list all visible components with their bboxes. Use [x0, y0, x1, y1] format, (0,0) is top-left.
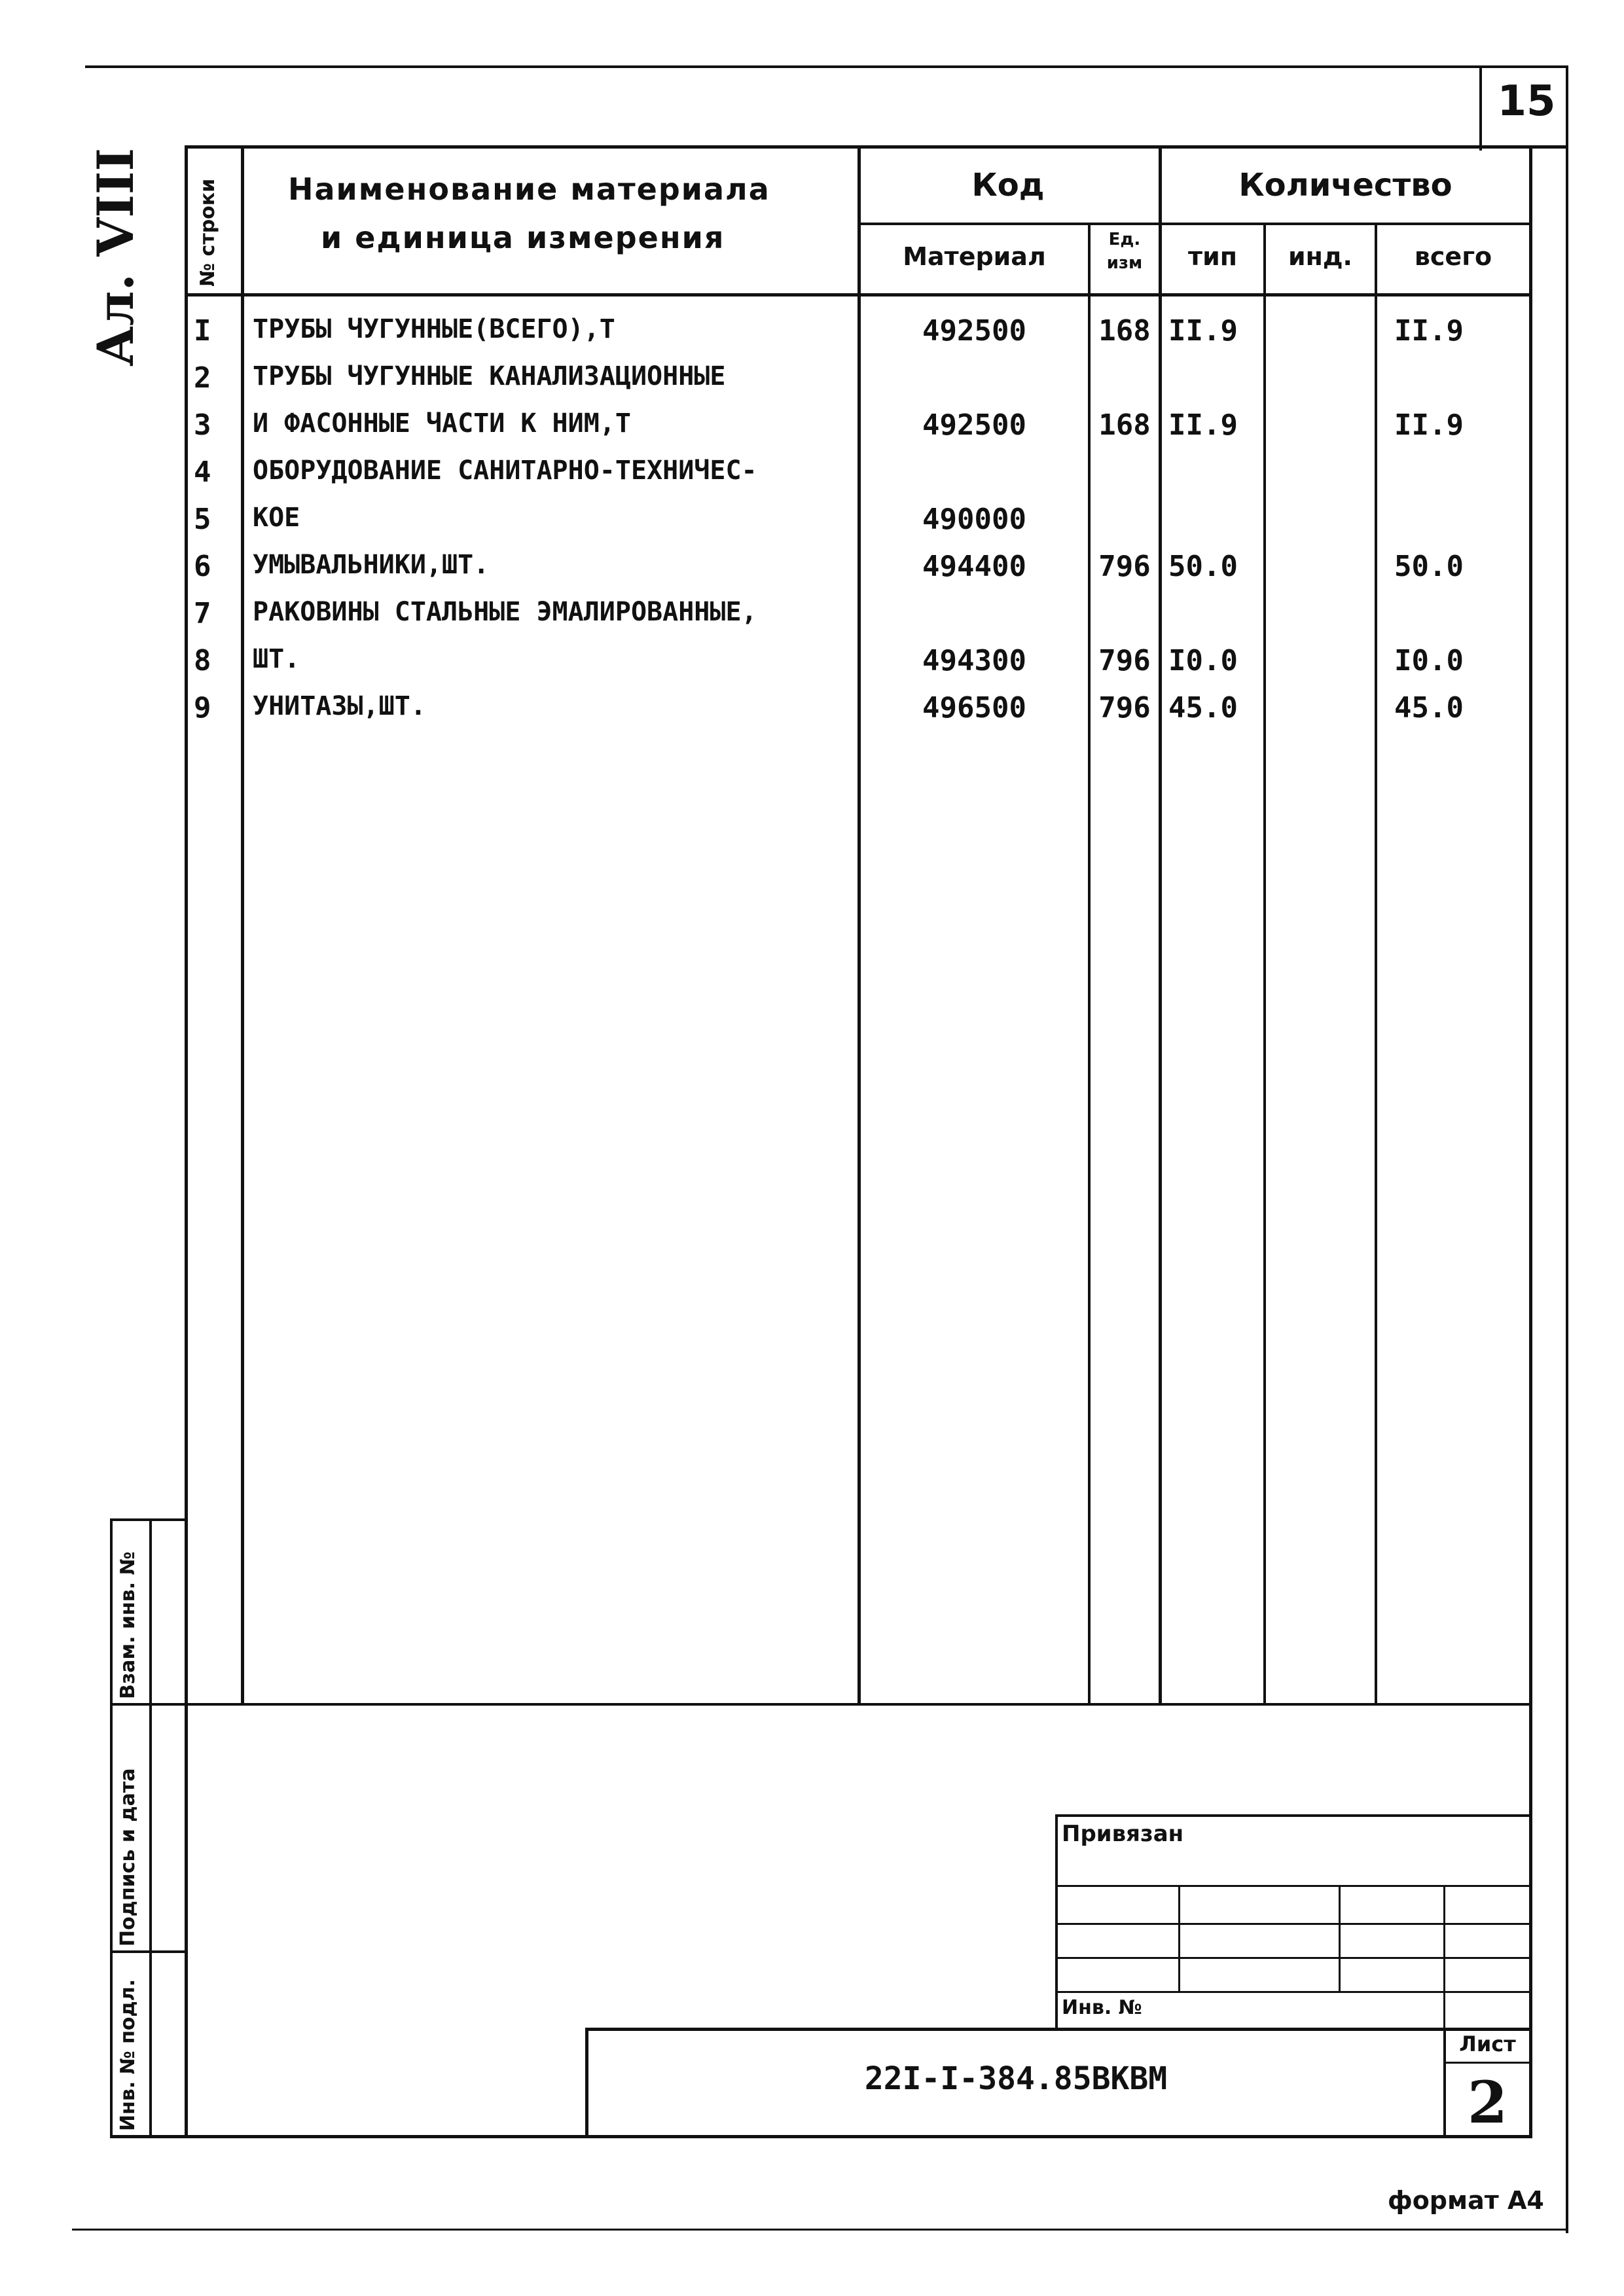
row-unit: 796	[1098, 691, 1151, 725]
row-code: 492500	[922, 408, 1026, 442]
header-mid-rule	[857, 223, 1532, 225]
stamp-bottom	[110, 2135, 188, 2138]
header-row-no: № строки	[196, 178, 219, 287]
stamp-vzam: Взам. инв. №	[117, 1551, 139, 1699]
row-name: И ФАСОННЫЕ ЧАСТИ К НИМ,Т	[253, 408, 631, 439]
privyazan-rule1	[1055, 1885, 1529, 1887]
col-qty-line	[1159, 145, 1162, 1703]
row-name: РАКОВИНЫ СТАЛЬНЫЕ ЭМАЛИРОВАННЫЕ,	[253, 597, 757, 627]
row-code: 494400	[922, 550, 1026, 583]
frame-bottom	[185, 2135, 1532, 2138]
header-code-group: Код	[971, 167, 1045, 204]
header-name-line1: Наименование материала	[288, 171, 770, 207]
row-number: 4	[194, 456, 211, 489]
frame-left	[185, 145, 188, 2135]
frame-top	[185, 145, 1568, 149]
privyazan-box-top	[1055, 1814, 1529, 1817]
row-unit: 168	[1098, 408, 1151, 442]
row-number: 6	[194, 550, 211, 583]
stamp-inv-podl: Инв. № подл.	[117, 1979, 139, 2131]
row-total: II.9	[1394, 314, 1464, 348]
row-total: I0.0	[1394, 644, 1464, 677]
page-number-box-right	[1566, 65, 1568, 151]
privyazan-vline2	[1339, 1885, 1341, 1991]
row-unit: 796	[1098, 550, 1151, 583]
privyazan-box-left	[1055, 1814, 1058, 2030]
row-code: 494300	[922, 644, 1026, 677]
row-name: КОЕ	[253, 503, 300, 533]
col-code-line	[857, 145, 861, 1703]
stamp-mid	[149, 1518, 152, 2138]
sheet-label: Лист	[1459, 2032, 1516, 2056]
row-unit: 168	[1098, 314, 1151, 348]
row-total: II.9	[1394, 408, 1464, 442]
header-qty-ind: инд.	[1288, 242, 1352, 271]
stamp-top	[110, 1518, 188, 1521]
row-typ: 45.0	[1168, 691, 1238, 725]
privyazan-rule4	[1055, 1991, 1529, 1993]
row-name: УНИТАЗЫ,ШТ.	[253, 691, 426, 721]
row-name: ТРУБЫ ЧУГУННЫЕ(ВСЕГО),Т	[253, 314, 615, 344]
row-code: 490000	[922, 503, 1026, 536]
frame-right	[1529, 145, 1532, 2135]
stamp-left	[110, 1518, 113, 2138]
album-label: Ал. VIII	[86, 147, 145, 367]
row-total: 50.0	[1394, 550, 1464, 583]
privyazan-rule2	[1055, 1923, 1529, 1925]
row-unit: 796	[1098, 644, 1151, 677]
table-bottom-rule	[185, 1703, 1532, 1706]
inv-no-label: Инв. №	[1062, 1996, 1142, 2019]
row-code: 496500	[922, 691, 1026, 725]
row-number: 7	[194, 597, 211, 630]
col-rowno-line	[241, 145, 244, 1703]
header-code-unit: Ед. изм	[1106, 230, 1143, 273]
col-unit-line	[1088, 223, 1091, 1703]
sheet-box-rule	[1443, 2062, 1529, 2064]
sheet-number: 2	[1467, 2068, 1508, 2136]
row-code: 492500	[922, 314, 1026, 348]
row-typ: I0.0	[1168, 644, 1238, 677]
page-number-box-left	[1479, 65, 1482, 151]
top-rule	[85, 65, 1568, 68]
row-number: 8	[194, 644, 211, 677]
stamp-sep2	[110, 1950, 188, 1953]
header-code-material: Материал	[903, 242, 1046, 271]
col-total-line	[1375, 223, 1377, 1703]
row-number: 5	[194, 503, 211, 536]
page-number: 15	[1497, 77, 1556, 126]
privyazan-vline1	[1178, 1885, 1180, 1991]
stamp-sep1	[110, 1703, 188, 1706]
document-code: 22I-I-384.85ВКВМ	[864, 2060, 1168, 2097]
row-name: УМЫВАЛЬНИКИ,ШТ.	[253, 550, 490, 580]
code-box-top	[585, 2028, 1529, 2031]
format-label: формат А4	[1388, 2186, 1544, 2215]
bottom-trim-rule	[72, 2229, 1568, 2231]
col-ind-line	[1263, 223, 1266, 1703]
stamp-podpis: Подпись и дата	[117, 1768, 139, 1946]
row-typ: II.9	[1168, 408, 1238, 442]
row-number: 2	[194, 361, 211, 395]
privyazan-rule3	[1055, 1957, 1529, 1959]
row-name: ОБОРУДОВАНИЕ САНИТАРНО-ТЕХНИЧЕС-	[253, 456, 757, 486]
header-name-line2: и единица измерения	[321, 220, 725, 255]
row-typ: 50.0	[1168, 550, 1238, 583]
privyazan-label: Привязан	[1062, 1821, 1184, 1847]
frame-right-outer	[1566, 145, 1568, 2233]
row-number: 3	[194, 408, 211, 442]
row-typ: II.9	[1168, 314, 1238, 348]
header-qty-typ: тип	[1188, 242, 1237, 271]
header-qty-total: всего	[1414, 242, 1492, 271]
row-name: ШТ.	[253, 644, 300, 674]
row-number: 9	[194, 691, 211, 725]
row-total: 45.0	[1394, 691, 1464, 725]
privyazan-vline3	[1443, 1885, 1445, 2030]
row-number: I	[194, 314, 211, 348]
row-name: ТРУБЫ ЧУГУННЫЕ КАНАЛИЗАЦИОННЫЕ	[253, 361, 726, 391]
header-qty-group: Количество	[1238, 167, 1453, 204]
